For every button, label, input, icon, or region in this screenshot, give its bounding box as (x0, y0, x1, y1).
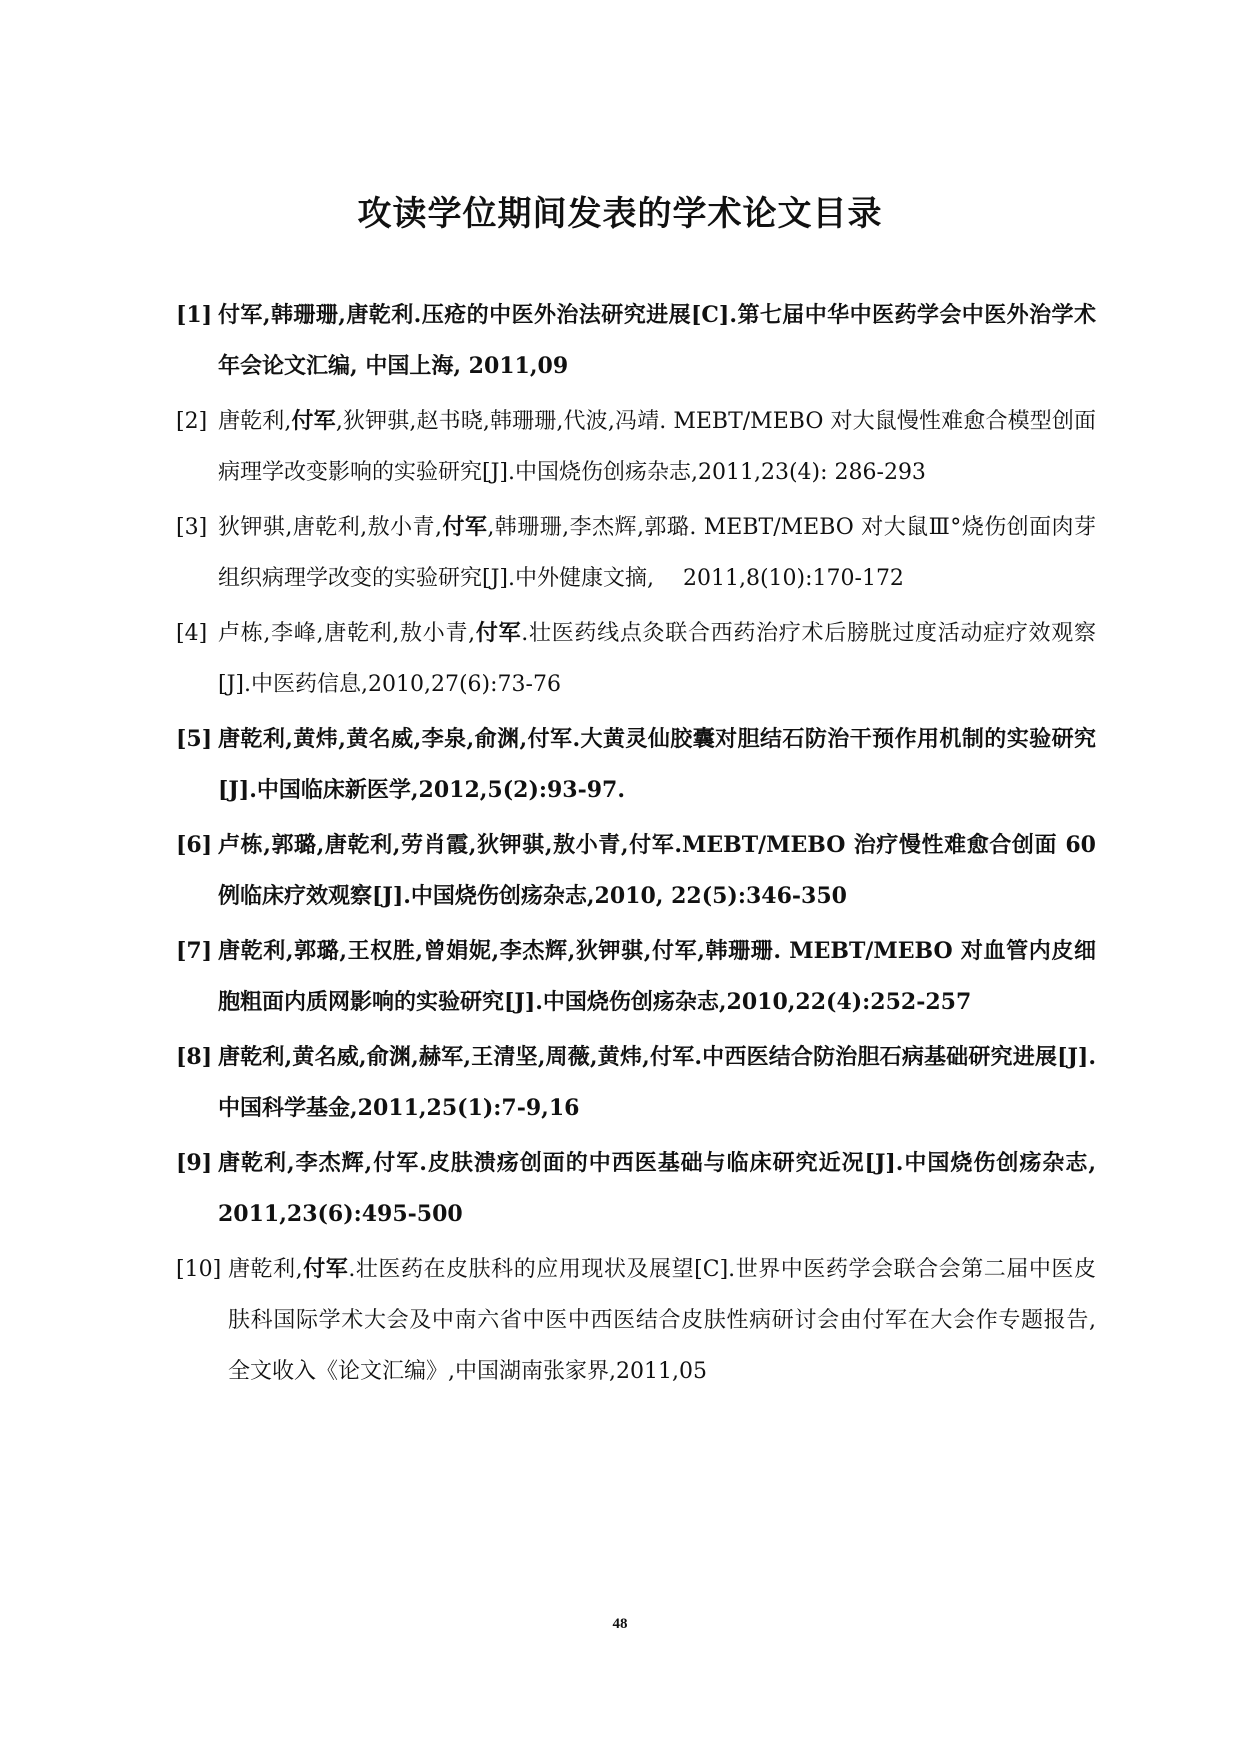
reference-authors-before: 卢栋,李峰,唐乾利,敖小青, (218, 621, 476, 646)
reference-authors-before: 唐乾利, (228, 1257, 303, 1282)
reference-details: .壮医药在皮肤科的应用现状及展望[C].世界中医药学会联合会第二届中医皮肤科国际学术大会及中南六省中医中西医结合皮肤性病研讨会由付军在大会作专题报告, 全文收入《论文汇编》,中国湖南张家界,2011,05 (228, 1257, 1096, 1384)
highlighted-author: 付军 (475, 620, 522, 646)
reference-details: ,韩珊珊,唐乾利.压疮的中医外治法研究进展[C].第七届中华中医药学会中医外治学术年会论文汇编, 中国上海, 2011,09 (218, 302, 1096, 379)
reference-item (176, 926, 1096, 1028)
reference-item (176, 608, 1096, 710)
reference-details: .MEBT/MEBO 治疗慢性难愈合创面 60 例临床疗效观察[J].中国烧伤创疡杂志,2010, 22(5):346-350 (218, 832, 1096, 909)
highlighted-author: 付军 (372, 1150, 420, 1176)
reference-text (218, 502, 1096, 604)
highlighted-author: 付军 (291, 408, 336, 434)
reference-details: ,韩珊珊. MEBT/MEBO 对血管内皮细胞粗面内质网影响的实验研究[J].中国烧伤创疡杂志,2010,22(4):252-257 (218, 938, 1096, 1015)
reference-item (176, 714, 1096, 816)
reference-number: [9] (176, 1150, 213, 1176)
reference-text (218, 290, 1096, 392)
reference-details: .中西医结合防治胆石病基础研究进展[J].中国科学基金,2011,25(1):7-9,16 (218, 1044, 1096, 1121)
reference-details: .皮肤溃疡创面的中西医基础与临床研究近况[J].中国烧伤创疡杂志, 2011,23(6):495-500 (218, 1150, 1096, 1227)
reference-authors-before: 唐乾利,黄名威,俞渊,赫军,王清坚,周薇,黄炜, (218, 1044, 650, 1070)
reference-item (176, 820, 1096, 922)
reference-number: [10] (176, 1257, 222, 1282)
reference-number: [6] (176, 832, 213, 858)
reference-item (176, 290, 1096, 392)
reference-details: .壮医药线点灸联合西药治疗术后膀胱过度活动症疗效观察[J].中医药信息,2010,27(6):73-76 (218, 621, 1096, 697)
reference-text (228, 1244, 1096, 1397)
reference-details: .大黄灵仙胶囊对胆结石防治干预作用机制的实验研究[J].中国临床新医学,2012,5(2):93-97. (218, 726, 1096, 803)
reference-authors-before: 狄钾骐,唐乾利,敖小青, (218, 515, 442, 540)
reference-authors-before: 唐乾利, (218, 409, 292, 434)
reference-text (218, 926, 1096, 1028)
reference-text (218, 820, 1096, 922)
highlighted-author: 付军 (302, 1256, 349, 1282)
reference-number: [5] (176, 726, 213, 752)
reference-item (176, 1244, 1096, 1397)
reference-item (176, 396, 1096, 498)
reference-details: ,韩珊珊,李杰辉,郭璐. MEBT/MEBO 对大鼠Ⅲ°烧伤创面肉芽组织病理学改变的实验研究[J].中外健康文摘, 2011,8(10):170-172 (218, 515, 1097, 591)
reference-text (218, 714, 1096, 816)
reference-details: ,狄钾骐,赵书晓,韩珊珊,代波,冯靖. MEBT/MEBO 对大鼠慢性难愈合模型创面病理学改变影响的实验研究[J].中国烧伤创疡杂志,2011,23(4): 286-293 (218, 409, 1096, 485)
highlighted-author: 付军 (527, 726, 573, 752)
highlighted-author: 付军 (628, 832, 675, 858)
reference-authors-before: 唐乾利,李杰辉, (218, 1150, 373, 1176)
reference-number: [7] (176, 938, 213, 964)
reference-number: [2] (176, 409, 208, 434)
reference-text (218, 1032, 1096, 1134)
reference-list (176, 290, 1096, 1401)
highlighted-author: 付军 (218, 302, 263, 328)
reference-authors-before: 唐乾利,郭璐,王权胜,曾娟妮,李杰辉,狄钾骐, (218, 938, 652, 964)
reference-number: [8] (176, 1044, 213, 1070)
reference-text (218, 396, 1096, 498)
reference-text (218, 1138, 1096, 1240)
reference-authors-before: 唐乾利,黄炜,黄名威,李泉,俞渊, (218, 726, 528, 752)
reference-item (176, 502, 1096, 604)
reference-item (176, 1138, 1096, 1240)
reference-item (176, 1032, 1096, 1134)
page-title: 攻读学位期间发表的学术论文目录 (357, 194, 883, 234)
page-number: 48 (612, 1616, 628, 1632)
highlighted-author: 付军 (649, 1044, 695, 1070)
reference-text (218, 608, 1096, 710)
reference-number: [1] (176, 302, 213, 328)
reference-number: [4] (176, 621, 208, 646)
highlighted-author: 付军 (651, 938, 698, 964)
reference-number: [3] (176, 515, 208, 540)
reference-authors-before: 卢栋,郭璐,唐乾利,劳肖霞,狄钾骐,敖小青, (218, 832, 629, 858)
highlighted-author: 付军 (441, 514, 488, 540)
